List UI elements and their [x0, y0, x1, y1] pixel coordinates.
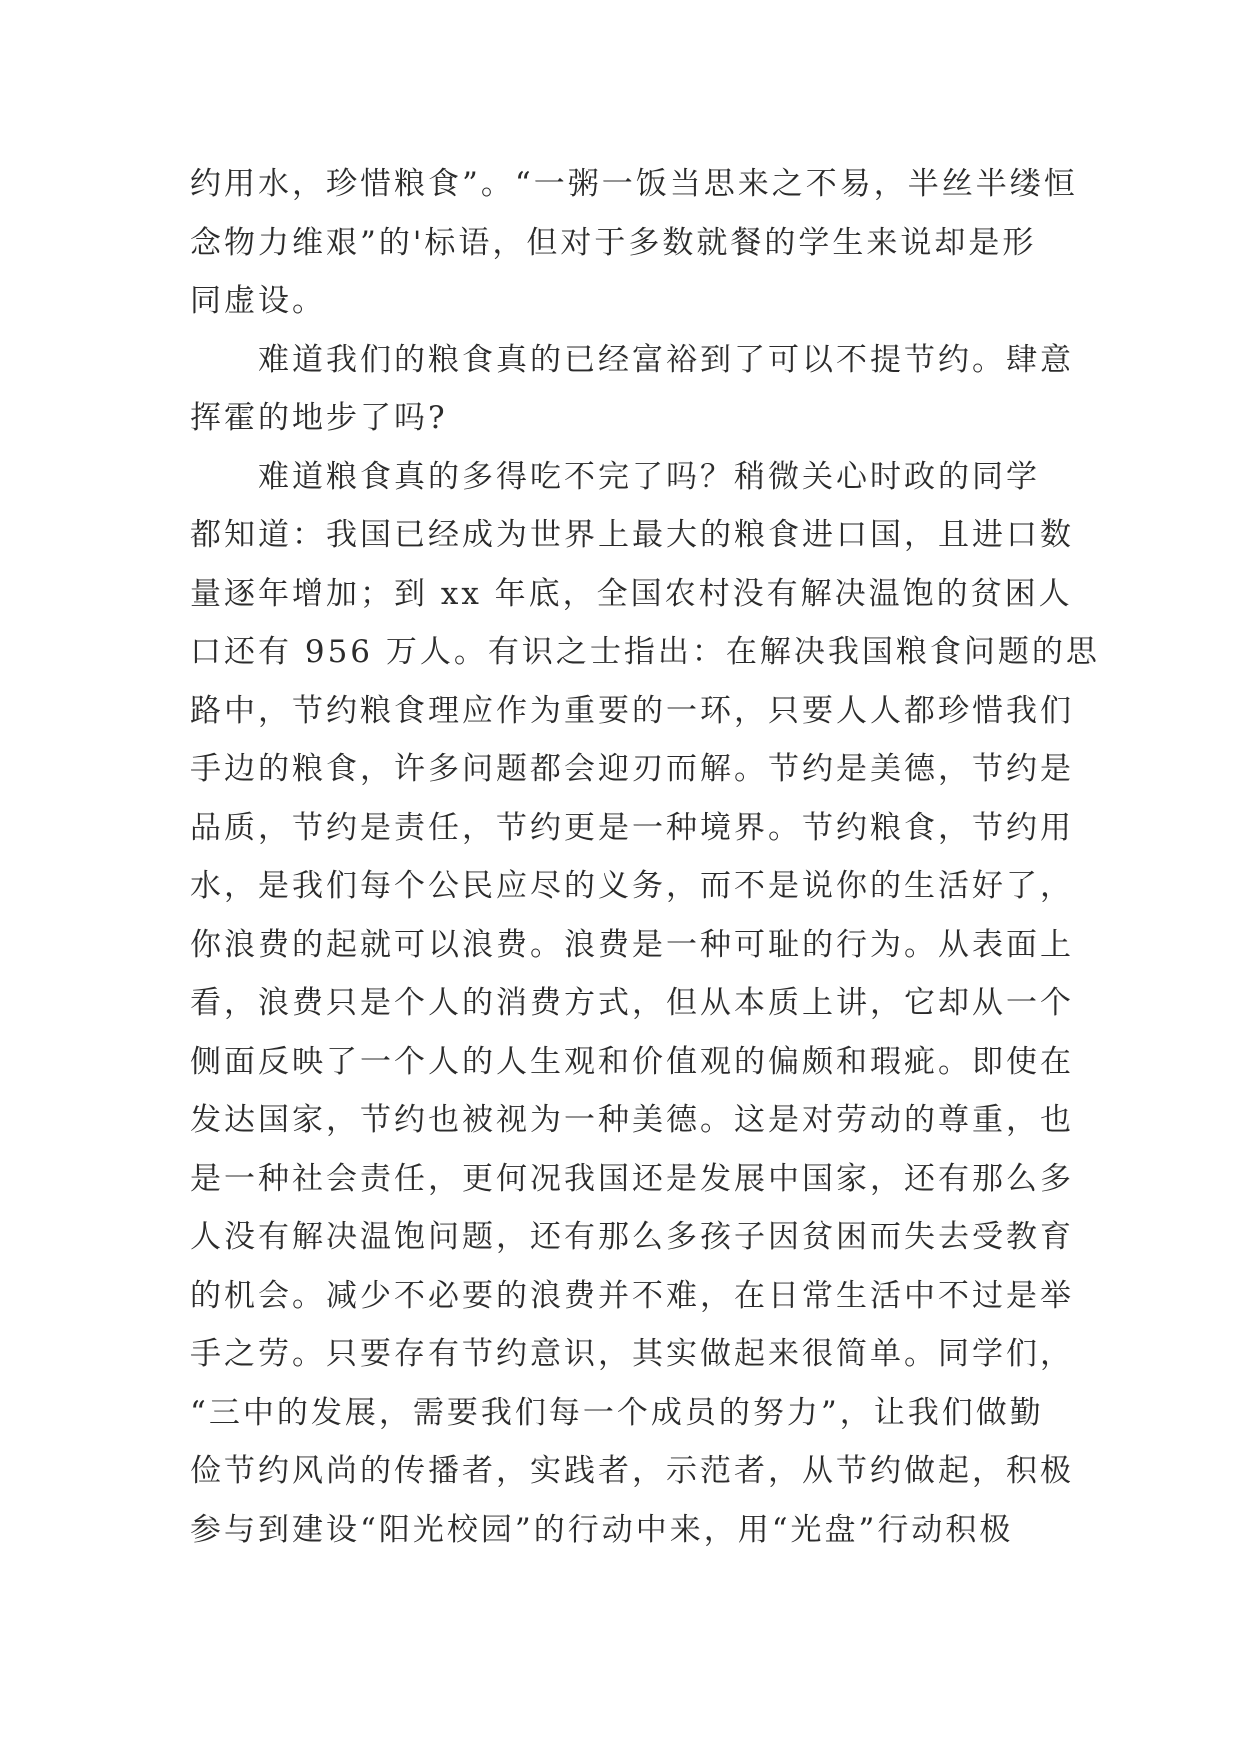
text-line: 参与到建设“阳光校园”的行动中来，用“光盘”行动积极 [190, 1511, 1014, 1548]
text-line: 人没有解决温饱问题，还有那么多孩子因贫困而失去受教育 [190, 1219, 1074, 1255]
text-line: 发达国家，节约也被视为一种美德。这是对劳动的尊重，也 [190, 1102, 1074, 1138]
text-line: 路中，节约粮食理应作为重要的一环，只要人人都珍惜我们 [190, 692, 1074, 729]
text-line: 同虚设。 [190, 283, 326, 319]
text-line: 约用水，珍惜粮食”。“一粥一饭当思来之不易，半丝半缕恒 [190, 166, 1078, 202]
text-line: 品质，节约是责任，节约更是一种境界。节约粮食，节约用 [190, 809, 1074, 846]
text-line: 都知道：我国已经成为世界上最大的粮食进口国，且进口数 [190, 517, 1074, 553]
text-line: 量逐年增加；到 xx 年底，全国农村没有解决温饱的贫困人 [190, 575, 1073, 612]
text-line: 手之劳。只要存有节约意识，其实做起来很简单。同学们， [190, 1336, 1074, 1372]
text-line: 你浪费的起就可以浪费。浪费是一种可耻的行为。从表面上 [190, 926, 1074, 963]
text-line: 侧面反映了一个人的人生观和价值观的偏颇和瑕疵。即使在 [190, 1043, 1074, 1080]
text-line: 挥霍的地步了吗? [190, 400, 448, 436]
text-line: 的机会。减少不必要的浪费并不难，在日常生活中不过是举 [190, 1277, 1074, 1314]
text-line: 水，是我们每个公民应尽的义务，而不是说你的生活好了， [190, 868, 1074, 904]
text-line: 是一种社会责任，更何况我国还是发展中国家，还有那么多 [190, 1160, 1074, 1197]
text-line: 看，浪费只是个人的消费方式，但从本质上讲，它却从一个 [190, 985, 1074, 1021]
paragraph-first-line: 难道粮食真的多得吃不完了吗？稍微关心时政的同学 [258, 458, 1040, 495]
text-line: 口还有 956 万人。有识之士指出：在解决我国粮食问题的思 [190, 634, 1100, 670]
paragraph-first-line: 难道我们的粮食真的已经富裕到了可以不提节约。肆意 [258, 341, 1074, 378]
document-body [190, 155, 1100, 1559]
text-line: “三中的发展，需要我们每一个成员的努力”，让我们做勤 [190, 1394, 1044, 1431]
text-line: 念物力维艰”的'标语，但对于多数就餐的学生来说却是形 [190, 224, 1037, 261]
text-line: 手边的粮食，许多问题都会迎刃而解。节约是美德，节约是 [190, 751, 1074, 787]
text-line: 俭节约风尚的传播者，实践者，示范者，从节约做起，积极 [190, 1453, 1074, 1489]
